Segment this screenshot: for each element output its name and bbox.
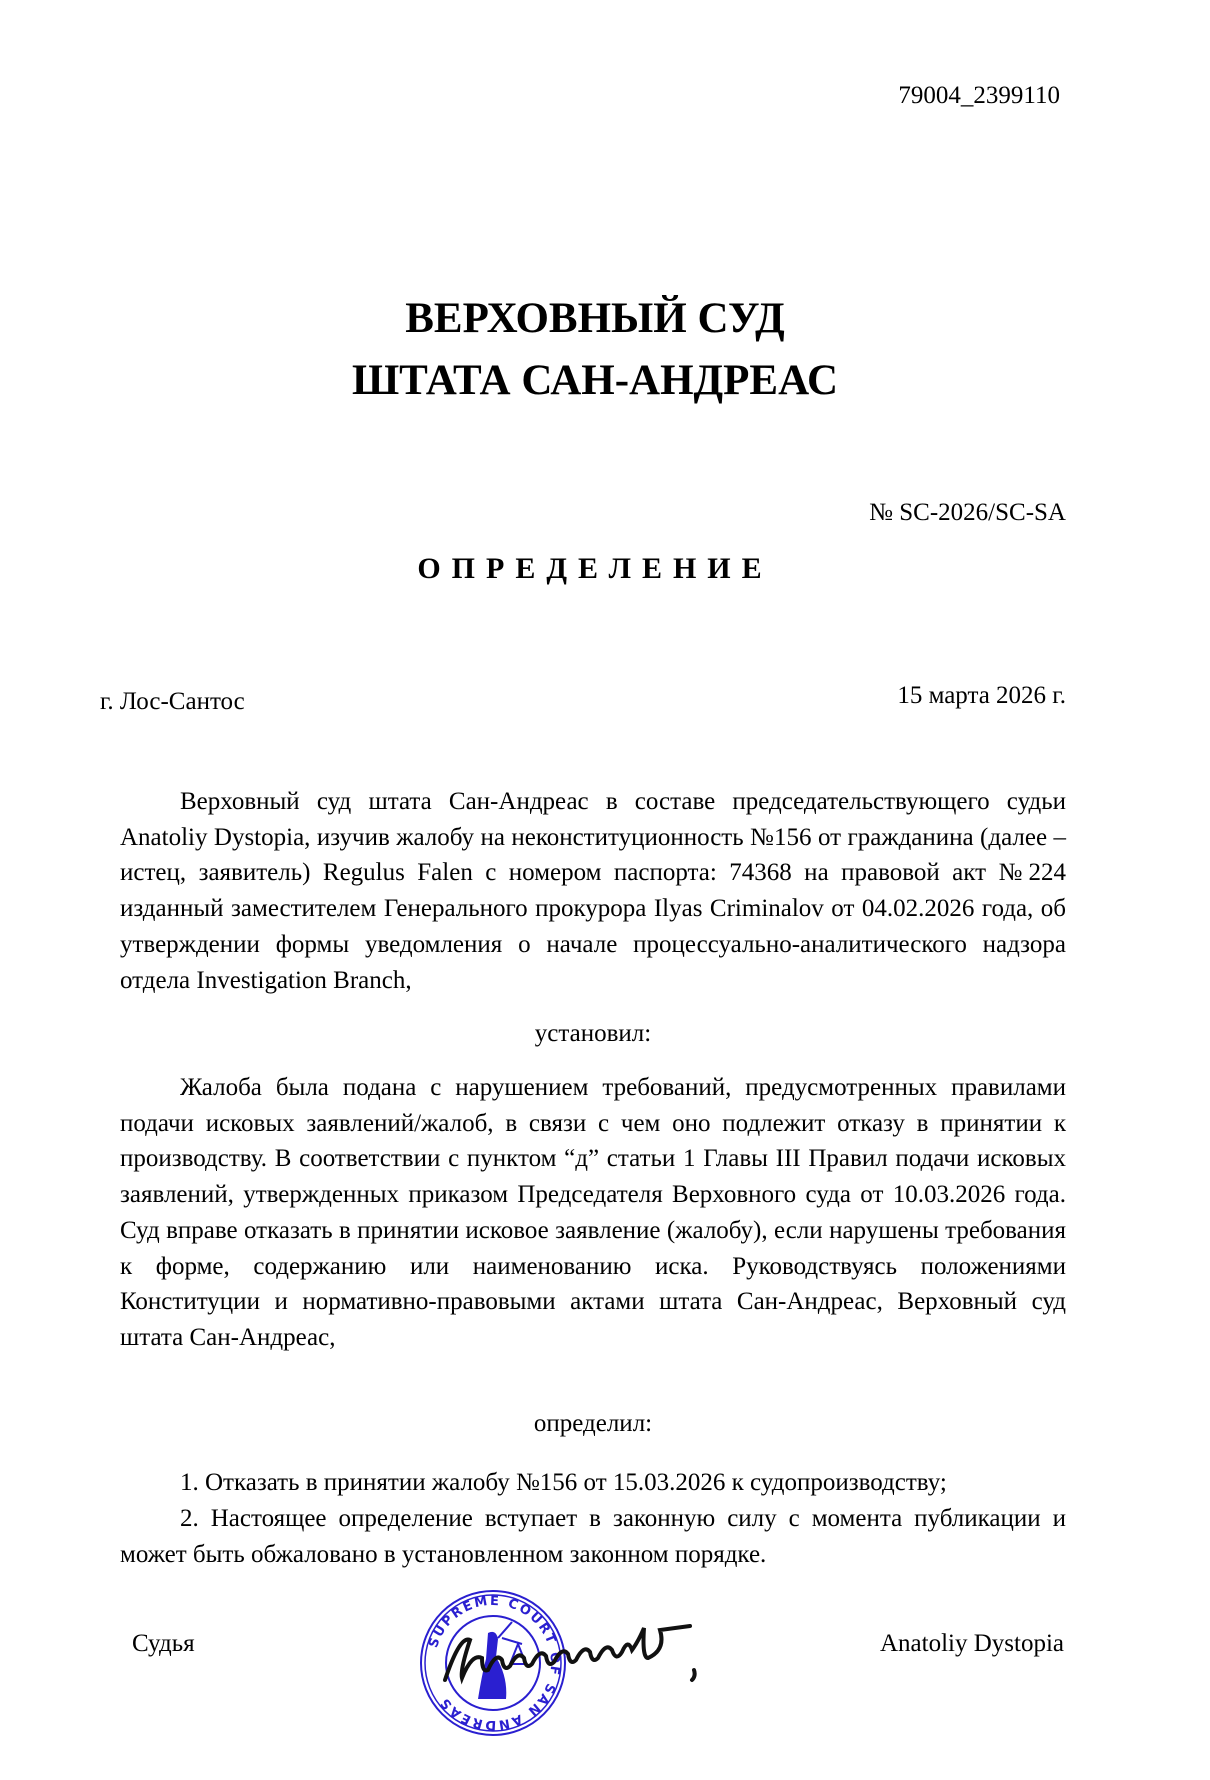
ruling-item-2: 2. Настоящее определение вступает в законную силу с момента публикации и может быть обжаловано в установленном законном порядке. <box>120 1505 1066 1568</box>
established-heading: установил: <box>534 1020 652 1047</box>
court-name-line1: ВЕРХОВНЫЙ СУД <box>405 295 785 342</box>
city: г. Лос-Сантос <box>100 688 245 715</box>
ruling-item-1: 1. Отказать в принятии жалобу №156 от 15.03.2026 к судопроизводству; <box>180 1469 947 1496</box>
case-number: № SC-2026/SC-SA <box>869 499 1066 526</box>
judge-name: Anatoliy Dystopia <box>879 1630 1064 1657</box>
document-title: ОПРЕДЕЛЕНИЕ <box>417 552 773 585</box>
intro-paragraph: Верховный суд штата Сан-Андреас в составе председательствующего судьи Anatoliy Dystopia, изучив жалобу на неконституционность №156 от гражданина (далее – истец, заявитель) Regulus Falen с номером паспорта: 74368 на правовой акт №224 изданный заместителем Генерального прокурора Ilyas Criminalov от 04.02.2026 года, об утверждении формы уведомления о начале процессуально-аналитического надзора отдела Investigation Branch, <box>120 788 1066 994</box>
svg-text:SUPREME COURT OF SAN ANDREAS: SUPREME COURT OF SAN ANDREAS <box>426 1593 563 1733</box>
judge-signature <box>440 1620 800 1690</box>
signature-label: Судья <box>132 1630 195 1657</box>
ruled-heading: определил: <box>533 1410 653 1437</box>
court-name-line2: ШТАТА САН-АНДРЕАС <box>351 357 839 404</box>
established-paragraph: Жалоба была подана с нарушением требований, предусмотренных правилами подачи исковых заявлений/жалоб, в связи с чем оно подлежит отказу в принятии к производству. В соответствии с пунктом “д” статьи 1 Главы III Правил подачи исковых заявлений, утвержденных приказом Председателя Верховного суда от 10.03.2026 года. Суд вправе отказать в принятии исковое заявление (жалобу), если нарушены требования к форме, содержанию или наименованию иска. Руководствуясь положениями Конституции и нормативно-правовыми актами штата Сан-Андреас, Верховный суд штата Сан-Андреас, <box>120 1074 1066 1351</box>
date: 15 марта 2026 г. <box>897 682 1066 709</box>
document-id: 79004_2399110 <box>898 82 1060 109</box>
